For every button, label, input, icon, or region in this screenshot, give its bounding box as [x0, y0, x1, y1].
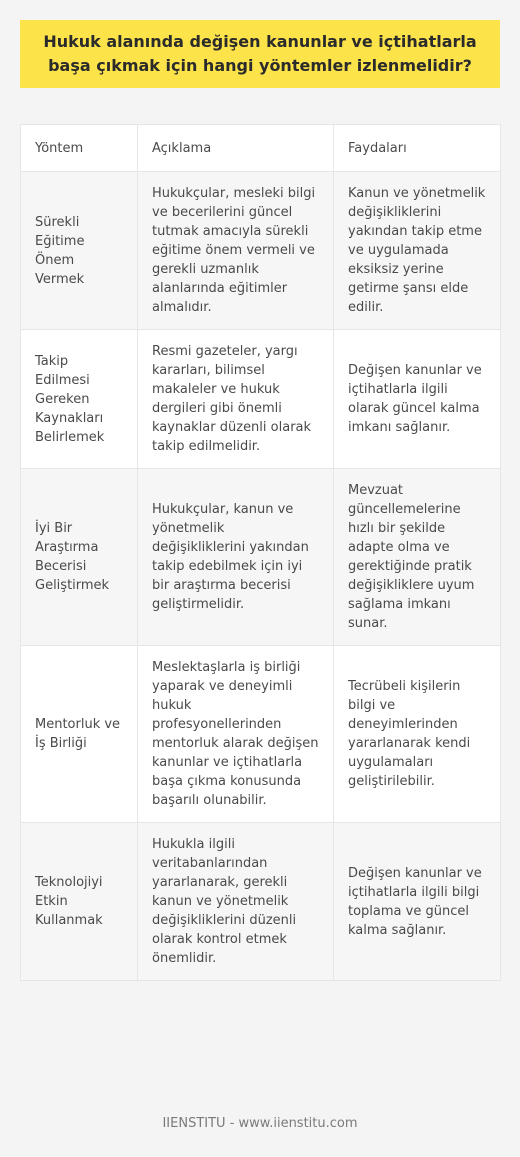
cell-benefits: Tecrübeli kişilerin bilgi ve deneyimlerinden yararlanarak kendi uygulamaları geliştirilebilir. [334, 646, 501, 823]
methods-table [20, 124, 501, 981]
cell-method: İyi Bir Araştırma Becerisi Geliştirmek [21, 469, 138, 646]
cell-description: Hukukçular, mesleki bilgi ve becerilerini güncel tutmak amacıyla sürekli eğitime önem vermeli ve gerekli uzmanlık alanlarında eğitimler almalıdır. [138, 172, 334, 330]
cell-method: Teknolojiyi Etkin Kullanmak [21, 823, 138, 981]
footer-credit: IIENSTITU - www.iienstitu.com [162, 1116, 358, 1131]
title-banner [20, 20, 500, 88]
table-row [21, 330, 501, 469]
header-description: Açıklama [138, 125, 334, 172]
cell-method: Mentorluk ve İş Birliği [21, 646, 138, 823]
cell-description: Meslektaşlarla iş birliği yaparak ve deneyimli hukuk profesyonellerinden mentorluk alarak değişen kanunlar ve içtihatlarla başa çıkma konusunda başarılı olunabilir. [138, 646, 334, 823]
table-header-row [21, 125, 501, 172]
table-row [21, 172, 501, 330]
cell-benefits: Değişen kanunlar ve içtihatlarla ilgili bilgi toplama ve güncel kalma sağlanır. [334, 823, 501, 981]
cell-method: Takip Edilmesi Gereken Kaynakları Belirlemek [21, 330, 138, 469]
cell-description: Hukukla ilgili veritabanlarından yararlanarak, gerekli kanun ve yönetmelik değişikliklerini düzenli olarak kontrol etmek önemlidir. [138, 823, 334, 981]
cell-benefits: Kanun ve yönetmelik değişikliklerini yakından takip etme ve uygulamada eksiksiz yerine getirme şansı elde edilir. [334, 172, 501, 330]
methods-table-container [20, 124, 500, 981]
table-row [21, 469, 501, 646]
page-title: Hukuk alanında değişen kanunlar ve içtihatlarla başa çıkmak için hangi yöntemler izlenmelidir? [43, 32, 477, 75]
header-benefits: Faydaları [334, 125, 501, 172]
header-method: Yöntem [21, 125, 138, 172]
table-row [21, 823, 501, 981]
cell-method: Sürekli Eğitime Önem Vermek [21, 172, 138, 330]
cell-description: Resmi gazeteler, yargı kararları, bilimsel makaleler ve hukuk dergileri gibi önemli kaynaklar düzenli olarak takip edilmelidir. [138, 330, 334, 469]
cell-benefits: Değişen kanunlar ve içtihatlarla ilgili olarak güncel kalma imkanı sağlanır. [334, 330, 501, 469]
cell-benefits: Mevzuat güncellemelerine hızlı bir şekilde adapte olma ve gerektiğinde pratik değişikliklere uyum sağlama imkanı sunar. [334, 469, 501, 646]
cell-description: Hukukçular, kanun ve yönetmelik değişikliklerini yakından takip edebilmek için iyi bir araştırma becerisi geliştirmelidir. [138, 469, 334, 646]
table-row [21, 646, 501, 823]
